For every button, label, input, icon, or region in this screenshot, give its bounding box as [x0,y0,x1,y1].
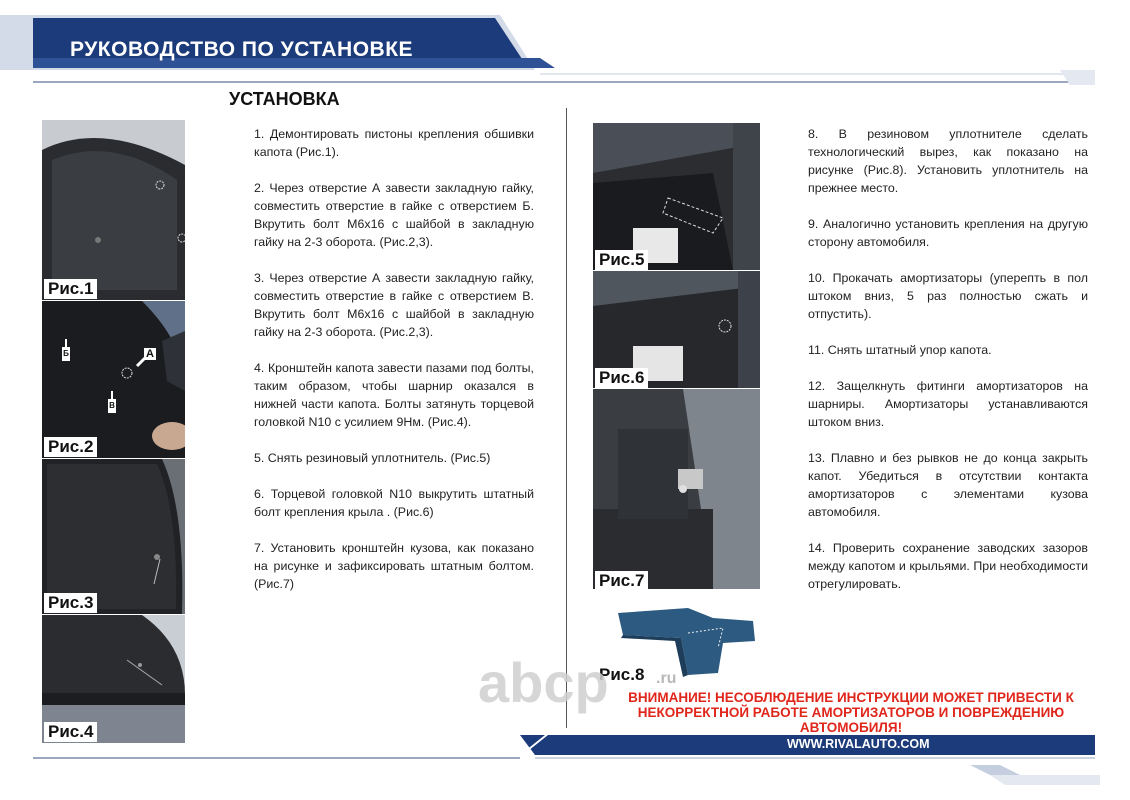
watermark-text: abcp [478,652,609,714]
step-3: 3. Через отверстие А завести закладную гайку, совместить отверстие в гайке с отверстием В. Вкрутить болт М6х16 с шайбой в закладную гайку на 2-3 оборота. (Рис.2,3). [254,271,534,339]
figure-7-label: Рис.7 [595,571,648,589]
figure-3-image [42,459,185,614]
warning-text: ВНИМАНИЕ! НЕСОБЛЮДЕНИЕ ИНСТРУКЦИИ МОЖЕТ ПРИВЕСТИ К НЕКОРРЕКТНОЙ РАБОТЕ АМОРТИЗАТОРОВ И ПОВРЕЖДЕНИЮ АВТОМОБИЛЯ! [628,690,1074,735]
figure-7 [593,389,760,589]
figure-8-label: Рис.8 [599,665,645,684]
step-5: 5. Снять резиновый уплотнитель. (Рис.5) [254,451,491,465]
figure-4-label: Рис.4 [44,722,97,742]
steps-left-column [254,125,534,611]
page-title: РУКОВОДСТВО ПО УСТАНОВКЕ [70,38,414,61]
step-6: 6. Торцевой головкой N10 выкрутить штатный болт крепления крыла . (Рис.6) [254,487,534,519]
step-9: 9. Аналогично установить крепления на другую сторону автомобиля. [808,217,1088,249]
step-12: 12. Защелкнуть фитинги амортизаторов на шарниры. Амортизаторы устанавливаются штоком вниз. [808,379,1088,429]
step-4: 4. Кронштейн капота завести пазами под болты, таким образом, чтобы шарнир оказался в нижней части капота. Болты затянуть торцевой головкой N10 с усилием 9Нм. (Рис.4). [254,361,534,429]
figure-7-image [593,389,760,589]
step-7: 7. Установить кронштейн кузова, как показано на рисунке и зафиксировать штатным болтом. (Рис.7) [254,541,534,591]
figure-3-label: Рис.3 [44,593,97,613]
marker-v: В [109,401,115,410]
marker-a: А [146,348,154,360]
step-1: 1. Демонтировать пистоны крепления обшивки капота (Рис.1). [254,127,534,159]
figure-2 [42,301,185,458]
figure-1-image [42,120,185,300]
figure-5-image [593,123,760,270]
marker-b: Б [63,349,69,358]
footer-banner [0,730,1130,800]
figure-5 [593,123,760,270]
watermark-suffix: .ru [656,670,677,687]
website-link[interactable]: WWW.RIVALAUTO.COM [787,737,930,751]
figure-2-label: Рис.2 [44,437,97,457]
section-title: УСТАНОВКА [229,89,340,109]
figure-5-label: Рис.5 [595,250,648,270]
column-divider [566,108,567,728]
figure-6-label: Рис.6 [595,368,648,388]
step-13: 13. Плавно и без рывков не до конца закрыть капот. Убедиться в отсутствии контакта амортизаторов с элементами кузова автомобиля. [808,451,1088,519]
figure-4 [42,615,185,743]
steps-right-column [808,125,1088,611]
step-10: 10. Прокачать амортизаторы (уперепть в пол штоком вниз, 5 раз полностью сжать и отпустить). [808,271,1088,321]
step-8: 8. В резиновом уплотнителе сделать технологический вырез, как показано на рисунке (Рис.8). Установить уплотнитель на прежнее место. [808,127,1088,195]
step-11: 11. Снять штатный упор капота. [808,343,992,357]
footer-graphic [0,730,1130,800]
figure-1 [42,120,185,300]
header-banner [0,0,1130,110]
figure-1-label: Рис.1 [44,279,97,299]
figure-2-image [42,301,185,458]
figure-6 [593,271,760,388]
step-2: 2. Через отверстие А завести закладную гайку, совместить отверстие в гайке с отверстием Б. Вкрутить болт М6х16 с шайбой в закладную гайку на 2-3 оборота. (Рис.2,3). [254,181,534,249]
step-14: 14. Проверить сохранение заводских зазоров между капотом и крыльями. При необходимости отрегулировать. [808,541,1088,591]
figure-3 [42,459,185,614]
